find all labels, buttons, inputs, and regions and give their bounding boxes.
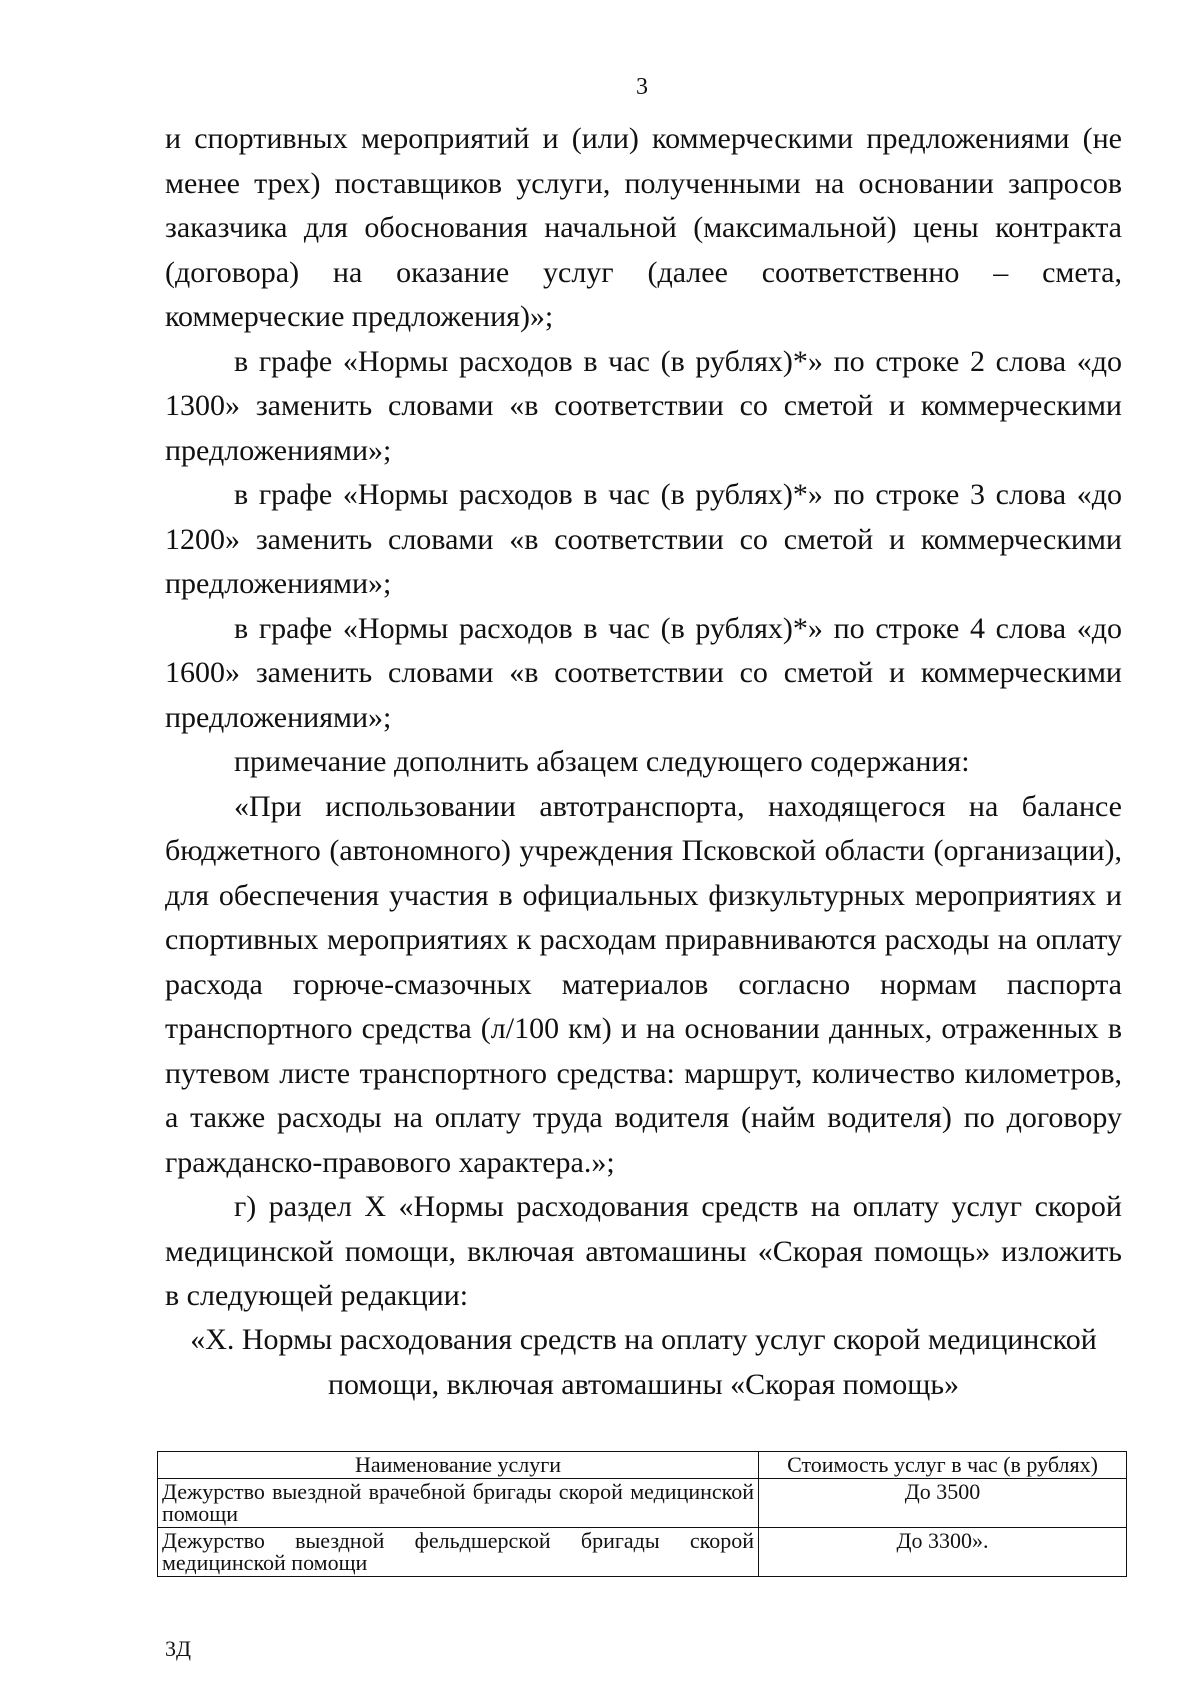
service-name-cell: Дежурство выездной врачебной бригады скорой медицинской помощи (158, 1479, 759, 1528)
document-body (165, 117, 1122, 1319)
table-row (158, 1479, 1127, 1528)
paragraph-row-3-replacement: в графе «Нормы расходов в час (в рублях)*» по строке 3 слова «до 1200» заменить словами «в соответствии со сметой и коммерческими предложениями»; (165, 478, 1122, 600)
paragraph-note-intro: примечание дополнить абзацем следующего содержания: (234, 745, 970, 778)
paragraph-row-2-replacement: в графе «Нормы расходов в час (в рублях)*» по строке 2 слова «до 1300» заменить словами «в соответствии со сметой и коммерческими предложениями»; (165, 344, 1122, 467)
section-heading-line-1: «X. Нормы расходования средств на оплату услуг скорой медицинской (190, 1323, 1097, 1356)
services-table (157, 1451, 1127, 1577)
paragraph-continuation: и спортивных мероприятий и (или) коммерческими предложениями (не менее трех) поставщиков услуги, полученными на основании запросов заказчика для обоснования начальной (максимальной) цены контракта (договора) на оказание услуг (далее соответственно – смета, коммерческие предложения)»; (165, 122, 1122, 333)
column-header-service: Наименование услуги (158, 1452, 759, 1479)
paragraph-row-4-replacement: в графе «Нормы расходов в час (в рублях)*» по строке 4 слова «до 1600» заменить словами «в соответствии со сметой и коммерческими предложениями»; (165, 611, 1122, 734)
service-cost-cell: До 3500 (759, 1479, 1127, 1528)
paragraph-section-x: г) раздел X «Нормы расходования средств на оплату услуг скорой медицинской помощи, включая автомашины «Скорая помощь» изложить в следующей редакции: (165, 1190, 1122, 1312)
page-number: 3 (636, 74, 648, 100)
footer-code: 3Д (165, 1636, 192, 1661)
section-heading-line-2: помощи, включая автомашины «Скорая помощь» (327, 1367, 960, 1401)
table-header-row (158, 1452, 1127, 1479)
column-header-cost: Стоимость услуг в час (в рублях) (759, 1452, 1127, 1479)
service-cost-cell: До 3300». (759, 1528, 1127, 1577)
service-name-cell: Дежурство выездной фельдшерской бригады скорой медицинской помощи (158, 1528, 759, 1577)
table-row (158, 1528, 1127, 1577)
section-heading (165, 1318, 1122, 1407)
paragraph-note-text: «При использовании автотранспорта, находящегося на балансе бюджетного (автономного) учреждения Псковской области (организации), для обеспечения участия в официальных физкультурных мероприятиях и спортивных мероприятиях к расходам приравниваются расходы на оплату расхода горюче-смазочных материалов согласно нормам паспорта транспортного средства (л/100 км) и на основании данных, отраженных в путевом листе транспортного средства: маршрут, количество километров, а также расходы на оплату труда водителя (найм водителя) по договору гражданско-правового характера.»; (165, 789, 1122, 1179)
